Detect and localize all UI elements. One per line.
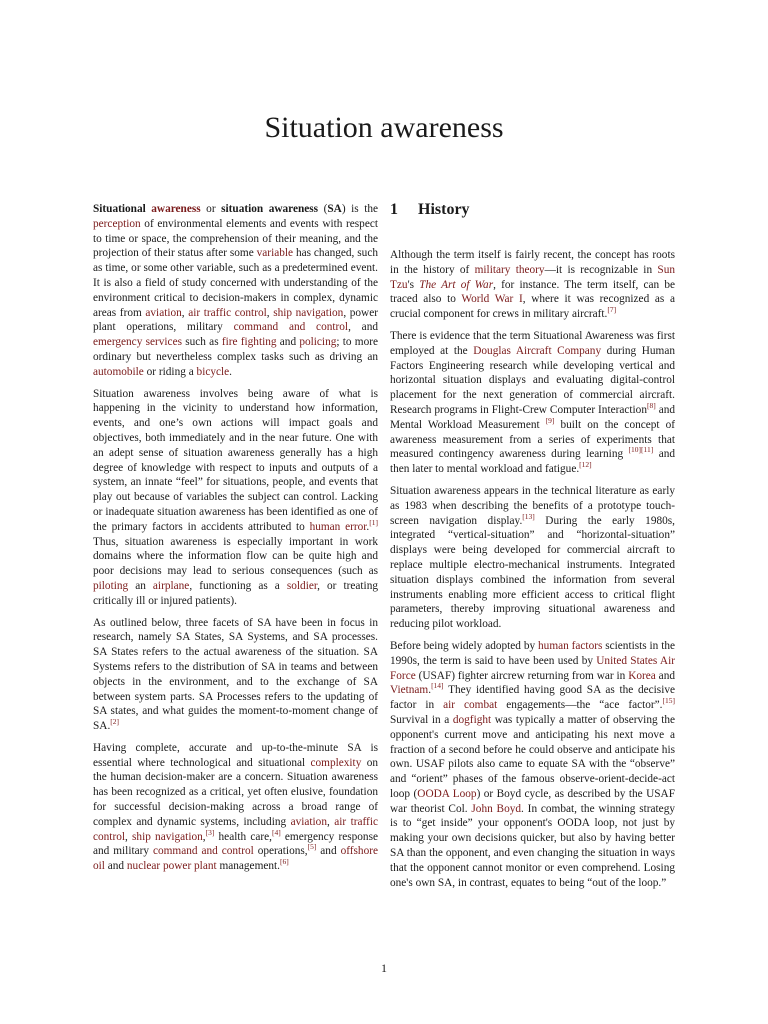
paragraph — [390, 248, 675, 322]
text-run: , and — [348, 321, 378, 334]
text-run: situation awareness — [221, 203, 319, 215]
paragraph — [93, 741, 378, 874]
text-run: Survival in a — [390, 713, 453, 726]
text-run: (USAF) fighter aircrew returning from war in — [415, 669, 629, 682]
wiki-link[interactable]: emergency services — [93, 336, 182, 349]
wiki-link[interactable]: Korea — [628, 669, 656, 682]
text-run: operations, — [253, 845, 308, 858]
citation-ref[interactable]: [9] — [545, 416, 555, 425]
text-run: , — [326, 815, 335, 828]
citation-ref[interactable]: [14] — [431, 681, 444, 691]
paragraph — [390, 639, 675, 891]
citation-ref[interactable]: [12] — [579, 460, 592, 470]
citation-ref[interactable]: [2] — [110, 717, 120, 727]
text-run: on the human decision-maker are a concern. Situation awareness has been recognized as a critical, yet often elusive, foundation for successful decision-making across a broad range of complex and dynamic systems, including — [93, 756, 378, 828]
text-run: . — [366, 520, 370, 533]
text-run: As outlined below, three facets of SA have been in focus in research, namely SA States, SA Systems, and SA processes. SA States refers to the actual awareness of the situation. SA Systems refers to the distribution of SA in teams and between objects in the environment, and to the exchange of SA between system parts. SA Processes refers to the updating of SA states, and what guides the moment-to-moment change of SA. — [93, 616, 378, 733]
text-run: ) is the — [341, 203, 379, 215]
text-run: or — [200, 203, 222, 215]
wiki-link[interactable]: automobile — [93, 365, 144, 378]
paragraph — [93, 202, 378, 380]
text-run: and — [316, 845, 341, 858]
text-run: built on the concept of awareness measurement from a series of experiments that measured contingency awareness during learning — [390, 418, 676, 461]
text-run: , power plant operations, military — [93, 306, 378, 334]
wiki-link[interactable]: ship navigation — [132, 830, 203, 843]
wiki-link[interactable]: soldier — [286, 579, 318, 592]
wiki-link[interactable]: variable — [256, 247, 294, 260]
text-run: and — [104, 860, 127, 873]
text-run: or riding a — [143, 365, 197, 378]
text-run: and — [276, 336, 300, 349]
text-run: SA — [327, 203, 342, 215]
text-run: They identified having good SA as the decisive factor in — [390, 684, 675, 712]
text-run: ( — [318, 203, 328, 215]
text-run: scientists in the 1990s, the term is said to have been used by — [390, 639, 676, 667]
text-run: engagements—the “ace factor”. — [497, 699, 663, 712]
section-number: 1 — [390, 201, 398, 218]
text-run: , — [125, 830, 133, 843]
text-run: Situational — [93, 203, 146, 215]
wiki-link[interactable]: World War I — [461, 293, 523, 306]
text-run: health care, — [214, 830, 272, 843]
text-run: Having complete, accurate and up-to-the-minute SA is essential where technological and situational — [93, 741, 378, 769]
text-run: , functioning as a — [189, 579, 287, 592]
citation-ref[interactable]: [7] — [607, 305, 617, 315]
page-number: 1 — [381, 961, 387, 975]
wiki-link[interactable]: aviation — [290, 815, 327, 828]
paragraph — [390, 484, 675, 632]
wiki-link[interactable]: military theory — [474, 263, 545, 276]
wiki-link[interactable]: John Boyd — [471, 802, 522, 815]
text-run: an — [128, 579, 153, 592]
text-run: 's — [407, 278, 420, 291]
citation-ref[interactable]: [3] — [205, 827, 215, 837]
wiki-link[interactable]: air traffic control — [93, 815, 378, 843]
citation-ref[interactable]: [4] — [271, 827, 281, 837]
wiki-link[interactable]: air combat — [443, 699, 498, 712]
text-run: , where it was recognized as a crucial component for crews in military aircraft. — [390, 293, 675, 321]
wiki-link[interactable]: piloting — [93, 579, 129, 592]
wiki-link[interactable]: Sun Tzu — [390, 263, 675, 291]
citation-ref[interactable]: [8] — [646, 401, 656, 411]
page-title: Situation awareness — [264, 111, 504, 144]
paragraph — [390, 329, 675, 477]
text-run: Thus, situation awareness is especially important in work domains where the information flow can be quite high and poor decisions may lead to serious consequences (such as — [93, 535, 378, 578]
text-run: , — [202, 830, 206, 843]
citation-ref[interactable]: [10][11] — [628, 445, 654, 455]
wiki-link[interactable]: ship navigation — [273, 306, 344, 319]
wiki-link[interactable]: Douglas Aircraft Company — [473, 344, 602, 357]
text-run: . In combat, the winning strategy is to “get inside” your opponent's OODA loop, not just by making your own decisions quicker, but also by having better SA than the opponent, and even changing the situation in ways that the opponent cannot monitor or even comprehend. Losing one's own SA, in contrast, equates to being “out of the loop.” — [390, 802, 675, 889]
text-run: , — [181, 306, 189, 319]
wiki-link[interactable]: Vietnam — [390, 684, 429, 697]
wiki-link[interactable]: air traffic control — [188, 306, 267, 319]
text-run: , or treating critically ill or injured patients). — [93, 579, 378, 607]
text-run: management. — [216, 860, 280, 873]
text-run: —it is recognizable in — [544, 263, 658, 276]
citation-ref[interactable]: [5] — [307, 842, 317, 852]
text-run: , for instance. The term itself, can be traced also to — [390, 278, 675, 306]
wiki-link[interactable]: command and control — [152, 845, 254, 858]
citation-ref[interactable]: [1] — [369, 517, 378, 527]
wiki-link[interactable]: human factors — [538, 639, 603, 652]
text-run: emergency response and military — [93, 830, 378, 858]
section-heading-history — [390, 200, 675, 220]
text-run: has changed, such as time, or some other variable, such as a predetermined event. It is also a field of study concerned with understanding of the environment critical to decision-makers in complex, dynamic areas from — [93, 247, 378, 319]
text-run: such as — [181, 336, 222, 349]
text-run: ) or Boyd cycle, as described by the USAF war theorist Col. — [390, 787, 676, 815]
wiki-link[interactable]: The Art of War — [419, 278, 494, 291]
text-run: and then later to mental workload and fatigue. — [390, 448, 675, 476]
wiki-link[interactable]: policing — [299, 336, 337, 349]
wiki-link[interactable]: aviation — [145, 306, 182, 319]
text-run: . — [229, 365, 232, 378]
wiki-link[interactable]: perception — [93, 217, 141, 230]
left-column — [93, 202, 378, 881]
right-column — [390, 200, 675, 897]
wiki-link[interactable]: fire fighting — [221, 336, 277, 349]
paragraph — [93, 616, 378, 734]
wiki-link[interactable]: complexity — [310, 756, 362, 769]
wiki-link[interactable]: OODA Loop — [417, 787, 477, 800]
text-run: of environmental elements and events with respect to time or space, the comprehension of their meaning, and the projection of their status after some — [93, 217, 378, 260]
wiki-link[interactable]: offshore oil — [93, 845, 378, 873]
text-run: and Mental Workload Measurement — [390, 403, 676, 431]
wiki-link[interactable]: bicycle — [196, 365, 230, 378]
section-title: History — [418, 201, 470, 218]
citation-ref[interactable]: [15] — [662, 696, 675, 706]
wiki-link[interactable]: airplane — [152, 579, 190, 592]
citation-ref[interactable]: [13] — [522, 511, 535, 521]
wiki-link[interactable]: awareness — [151, 203, 201, 215]
text-run: Situation awareness appears in the technical literature as early as 1983 when describing the benefits of a prototype touch-screen navigation display. — [390, 484, 675, 527]
text-run: . — [428, 684, 432, 697]
text-run: There is evidence that the term Situational Awareness was first employed at the — [390, 329, 675, 357]
wiki-link[interactable]: United States Air Force — [390, 654, 675, 682]
text-run: Although the term itself is fairly recent, the concept has roots in the history of — [390, 249, 675, 276]
text-run: was typically a matter of observing the opponent's current move and anticipating his next move a fraction of a second before he could observe and anticipate his own. USAF pilots also came to equate SA with the “observe” and “orient” phases of the famous observe-orient-decide-act loop ( — [390, 713, 676, 800]
text-run: Situation awareness involves being aware of what is happening in the vicinity to understand how information, events, and one’s own actions will impact goals and objectives, both immediately and in the near future. One with an adept sense of situation awareness generally has a high degree of knowledge with respect to inputs and outputs of a system, an innate “feel” for situations, people, and events that play out because of variables the subject can control. Lacking or inadequate situation awareness has been identified as one of the primary factors in accidents attributed to — [93, 387, 378, 533]
wiki-link[interactable]: nuclear power plant — [126, 860, 217, 873]
text-run: During the early 1980s, integrated “vertical-situation” and “horizontal-situation” displays were being developed for commercial aircraft to replace multiple electro-mechanical instruments. Integrated situation displays combined the information from several instruments enabling more efficient access to critical flight parameters, thereby improving situational awareness and reducing pilot workload. — [390, 514, 675, 631]
text-run: , — [266, 306, 274, 319]
wiki-link[interactable]: command and control — [233, 321, 349, 334]
text-run: ; to more ordinary but nevertheless complex tasks such as driving an — [93, 336, 378, 363]
text-run: Before being widely adopted by — [390, 639, 539, 652]
text-run: during Human Factors Engineering research while developing vertical and horizontal situation displays and evaluating digital-control placement for the next generation of commercial aircraft. Research programs in Flight-Crew Computer Interaction — [390, 344, 675, 416]
wiki-link[interactable]: dogfight — [452, 713, 492, 726]
wiki-link[interactable]: human error — [309, 520, 367, 533]
text-run: and — [655, 669, 675, 682]
citation-ref[interactable]: [6] — [280, 857, 289, 867]
paragraph — [93, 387, 378, 609]
